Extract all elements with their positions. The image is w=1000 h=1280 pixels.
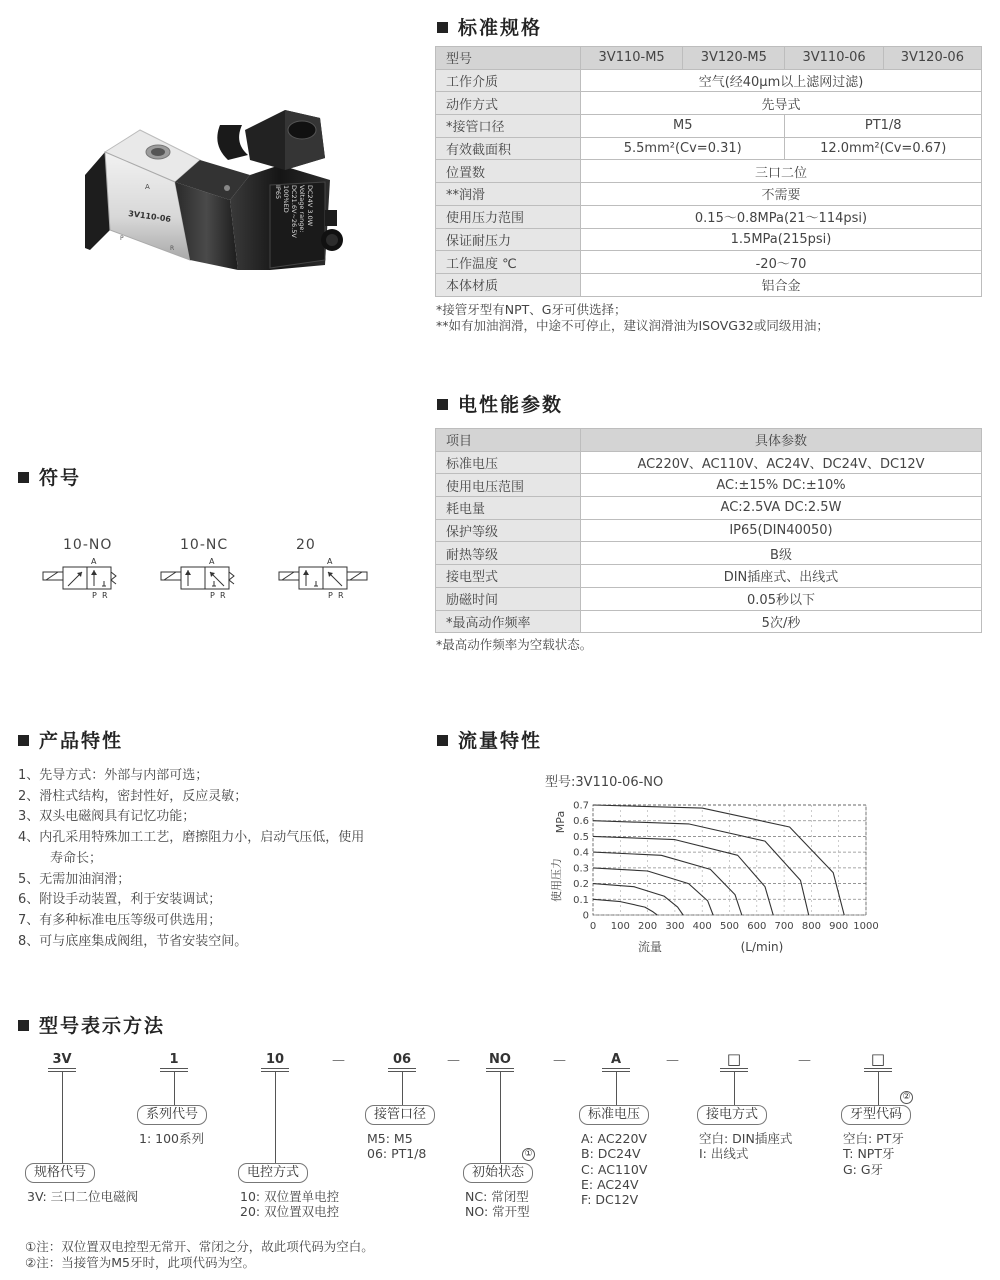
electric-row-value: DIN插座式、出线式 [581, 565, 982, 588]
section-square-icon [437, 399, 448, 410]
body-port-a: A [145, 183, 150, 191]
spec-row-label: 保证耐压力 [436, 228, 581, 251]
spec-row-value: M5 [581, 115, 785, 138]
code-leader-line [174, 1071, 175, 1105]
electric-row-label: 励磁时间 [436, 587, 581, 610]
flow-x-unit: (L/min) [740, 940, 784, 954]
code-desc-initial: NC: 常闭型 NO: 常开型 [465, 1189, 530, 1220]
symbol-port-p: P [92, 591, 97, 600]
code-desc-thread: 空白: PT牙 T: NPT牙 G: G牙 [843, 1131, 904, 1177]
spec-row-label: 本体材质 [436, 273, 581, 296]
feature-item: 6、附设手动装置，利于安装调试； [18, 892, 222, 908]
flow-model-label: 型号:3V110-06-NO [545, 775, 664, 790]
spec-row-label: 工作温度 ℃ [436, 251, 581, 274]
body-port-r: R [170, 245, 175, 252]
electric-row-label: *最高动作频率 [436, 610, 581, 633]
x-tick-label: 200 [638, 921, 658, 932]
model-code-note-1: ①注：双位置双电控型无常开、常闭之分，故此项代码为空白。 [25, 1239, 374, 1254]
electric-row-label: 保护等级 [436, 519, 581, 542]
spec-row-value: 12.0mm²(Cv=0.67) [785, 137, 982, 160]
spec-row-value: 5.5mm²(Cv=0.31) [581, 137, 785, 160]
spec-row-label: 位置数 [436, 160, 581, 183]
code-desc-series: 1: 100系列 [139, 1131, 204, 1146]
spec-header-model: 3V110-M5 [581, 47, 683, 70]
x-tick-label: 100 [610, 921, 630, 932]
code-leader-line [402, 1071, 403, 1105]
x-tick-label: 800 [801, 921, 821, 932]
symbol-10-no-diagram [40, 556, 140, 600]
x-tick-label: 700 [774, 921, 794, 932]
code-label-initial: 初始状态 [463, 1163, 533, 1183]
spec-header-model: 3V110-06 [785, 47, 883, 70]
coil-text-2: Voltage range: [298, 185, 306, 233]
spec-row [436, 69, 982, 92]
electric-row [436, 542, 982, 565]
electric-section-title: 电性能参数 [437, 390, 563, 417]
electric-row-label: 接电型式 [436, 565, 581, 588]
y-tick-label: 0.6 [573, 816, 589, 828]
code-underline [720, 1068, 748, 1069]
spec-note: **如有加油润滑，中途不可停止，建议润滑油为ISOVG32或同级用油； [436, 318, 829, 333]
flow-y-unit: MPa [554, 810, 567, 834]
spec-header-model: 3V120-M5 [683, 47, 785, 70]
code-label-connection: 接电方式 [697, 1105, 767, 1125]
note-mark-1: ① [522, 1148, 535, 1161]
spec-row [436, 228, 982, 251]
flow-section-title: 流量特性 [437, 726, 542, 753]
code-desc-spec: 3V: 三口二位电磁阀 [27, 1189, 139, 1204]
spec-row [436, 92, 982, 115]
y-tick-label: 0.3 [573, 863, 589, 875]
feature-item: 4、内孔采用特殊加工工艺，磨擦阻力小，启动气压低，使用 [18, 830, 365, 846]
code-underline [261, 1068, 289, 1069]
code-underline [864, 1068, 892, 1069]
electric-note: *最高动作频率为空载状态。 [436, 637, 593, 652]
code-underline [48, 1068, 76, 1069]
electric-row-value: 0.05秒以下 [581, 587, 982, 610]
feature-item: 8、可与底座集成阀组，节省安装空间。 [18, 933, 248, 949]
spec-row-value: 1.5MPa(215psi) [581, 228, 982, 251]
note-mark-2: ② [900, 1091, 913, 1104]
code-separator: — [332, 1053, 345, 1068]
electric-row [436, 610, 982, 633]
y-tick-label: 0.4 [573, 847, 589, 859]
model-code-note-2: ②注：当接管为M5牙时，此项代码为空。 [25, 1255, 255, 1270]
symbol-label-10-no: 10-NO [63, 537, 113, 553]
code-leader-line [616, 1071, 617, 1105]
features-section-title: 产品特性 [18, 726, 123, 753]
symbol-port-r: R [102, 591, 108, 600]
y-tick-label: 0.1 [573, 894, 589, 906]
features-list [18, 766, 418, 952]
symbol-port-a: A [91, 557, 97, 566]
y-tick-label: 0.5 [573, 831, 589, 843]
code-label-thread: 牙型代码 [841, 1105, 911, 1125]
y-tick-label: 0.7 [573, 800, 589, 812]
code-separator: — [666, 1053, 679, 1068]
body-model-text: 3V110-06 [127, 209, 172, 224]
x-tick-label: 600 [747, 921, 767, 932]
code-desc-connection: 空白: DIN插座式 I: 出线式 [699, 1131, 793, 1162]
code-3v: 3V [52, 1052, 72, 1067]
spec-row-label: **润滑 [436, 183, 581, 206]
spec-row [436, 251, 982, 274]
product-image [80, 90, 370, 280]
symbol-20-diagram [276, 556, 386, 600]
code-thread: □ [870, 1050, 886, 1068]
flow-series-line [593, 868, 713, 915]
code-port: 06 [392, 1052, 412, 1067]
spec-note: *接管牙型有NPT、G牙可供选择； [436, 302, 627, 317]
spec-row [436, 273, 982, 296]
spec-row-label: *接管口径 [436, 115, 581, 138]
flow-x-label: 流量 [637, 940, 663, 954]
code-label-spec: 规格代号 [25, 1163, 95, 1183]
electric-row-label: 耗电量 [436, 497, 581, 520]
electric-row [436, 497, 982, 520]
section-square-icon [18, 1020, 29, 1031]
spec-header-label: 型号 [436, 47, 581, 70]
electric-row-value: 5次/秒 [581, 610, 982, 633]
spec-row-value: 铝合金 [581, 273, 982, 296]
x-tick-label: 300 [665, 921, 685, 932]
spec-row-value: 先导式 [581, 92, 982, 115]
code-leader-line [878, 1071, 879, 1105]
code-label-control: 电控方式 [238, 1163, 308, 1183]
symbol-port-p: P [210, 591, 215, 600]
spec-header-row [436, 47, 982, 70]
symbols-section-title: 符号 [18, 463, 81, 490]
electric-row-label: 标准电压 [436, 451, 581, 474]
section-square-icon [437, 22, 448, 33]
spec-section-title: 标准规格 [437, 13, 542, 40]
code-initial: NO [489, 1052, 511, 1067]
code-separator: — [553, 1053, 566, 1068]
spec-row-value: -20～70 [581, 251, 982, 274]
symbol-port-a: A [209, 557, 215, 566]
code-separator: — [447, 1053, 460, 1068]
code-connection: □ [726, 1050, 742, 1068]
code-leader-line [62, 1071, 63, 1163]
coil-text-4: 100%ED [282, 185, 290, 213]
code-underline [602, 1068, 630, 1069]
code-series: 1 [169, 1052, 179, 1067]
feature-item: 7、有多种标准电压等级可供选用； [18, 912, 222, 928]
x-tick-label: 900 [829, 921, 849, 932]
y-tick-label: 0 [582, 910, 589, 922]
electric-row-value: B级 [581, 542, 982, 565]
symbol-label-20: 20 [296, 537, 316, 553]
code-desc-control: 10: 双位置单电控 20: 双位置双电控 [240, 1189, 340, 1220]
electric-table [435, 428, 982, 633]
spec-row [436, 205, 982, 228]
coil-text-5: IP65 [274, 185, 282, 200]
code-leader-line [500, 1071, 501, 1163]
code-label-port: 接管口径 [365, 1105, 435, 1125]
electric-row-label: 使用电压范围 [436, 474, 581, 497]
code-desc-port: M5: M5 06: PT1/8 [367, 1131, 427, 1162]
symbol-port-r: R [338, 591, 344, 600]
electric-row [436, 451, 982, 474]
spec-row [436, 137, 982, 160]
code-leader-line [275, 1071, 276, 1163]
feature-item-continued: 寿命长； [50, 850, 103, 866]
spec-row-value: 空气(经40μm以上滤网过滤) [581, 69, 982, 92]
code-underline [388, 1068, 416, 1069]
spec-row [436, 183, 982, 206]
electric-row-value: AC220V、AC110V、AC24V、DC24V、DC12V [581, 451, 982, 474]
feature-item: 1、先导方式：外部与内部可选； [18, 768, 209, 783]
x-tick-label: 1000 [853, 921, 879, 932]
spec-row-label: 动作方式 [436, 92, 581, 115]
code-voltage: A [610, 1052, 622, 1067]
spec-table [435, 46, 982, 297]
section-square-icon [18, 735, 29, 746]
electric-header-label: 项目 [436, 429, 581, 452]
x-tick-label: 500 [719, 921, 740, 932]
electric-row-value: AC:2.5VA DC:2.5W [581, 497, 982, 520]
symbol-port-p: P [328, 591, 333, 600]
spec-row [436, 115, 982, 138]
electric-row [436, 587, 982, 610]
y-tick-label: 0.2 [573, 879, 589, 891]
code-underline [160, 1068, 188, 1069]
x-tick-label: 0 [589, 921, 597, 932]
coil-text-1: DC24V 3.0W [306, 185, 314, 227]
electric-header-value: 具体参数 [581, 429, 982, 452]
flow-chart [540, 790, 885, 965]
electric-row-value: IP65(DIN40050) [581, 519, 982, 542]
feature-item: 3、双头电磁阀具有记忆功能； [18, 809, 196, 825]
symbol-label-10-nc: 10-NC [180, 537, 229, 553]
code-underline [486, 1068, 514, 1069]
model-code-section-title: 型号表示方法 [18, 1011, 165, 1038]
code-label-voltage: 标准电压 [579, 1105, 649, 1125]
code-leader-line [734, 1071, 735, 1105]
spec-row-value: 三口二位 [581, 160, 982, 183]
spec-row-label: 使用压力范围 [436, 205, 581, 228]
symbol-port-a: A [327, 557, 333, 566]
code-desc-voltage: A: AC220V B: DC24V C: AC110V E: AC24V F: DC12V [581, 1131, 648, 1208]
coil-text-3: DC21.6V~26.5V [290, 185, 298, 238]
spec-header-model: 3V120-06 [883, 47, 981, 70]
code-separator: — [798, 1053, 811, 1068]
spec-row-value: 不需要 [581, 183, 982, 206]
symbol-10-nc-diagram [158, 556, 258, 600]
electric-header-row [436, 429, 982, 452]
spec-row-value: PT1/8 [785, 115, 982, 138]
electric-row [436, 565, 982, 588]
code-label-series: 系列代号 [137, 1105, 207, 1125]
electric-row [436, 519, 982, 542]
section-square-icon [18, 472, 29, 483]
electric-row-label: 耐热等级 [436, 542, 581, 565]
spec-row [436, 160, 982, 183]
spec-row-label: 工作介质 [436, 69, 581, 92]
spec-row-value: 0.15～0.8MPa(21～114psi) [581, 205, 982, 228]
electric-row [436, 474, 982, 497]
symbol-port-r: R [220, 591, 226, 600]
section-square-icon [437, 735, 448, 746]
electric-row-value: AC:±15% DC:±10% [581, 474, 982, 497]
flow-y-label: 使用压力 [550, 858, 563, 902]
code-control: 10 [265, 1052, 285, 1067]
spec-row-label: 有效截面积 [436, 137, 581, 160]
feature-item: 5、无需加油润滑； [18, 871, 131, 887]
feature-item: 2、滑柱式结构，密封性好，反应灵敏； [18, 788, 248, 804]
body-port-p: P [120, 235, 124, 242]
x-tick-label: 400 [692, 921, 712, 932]
